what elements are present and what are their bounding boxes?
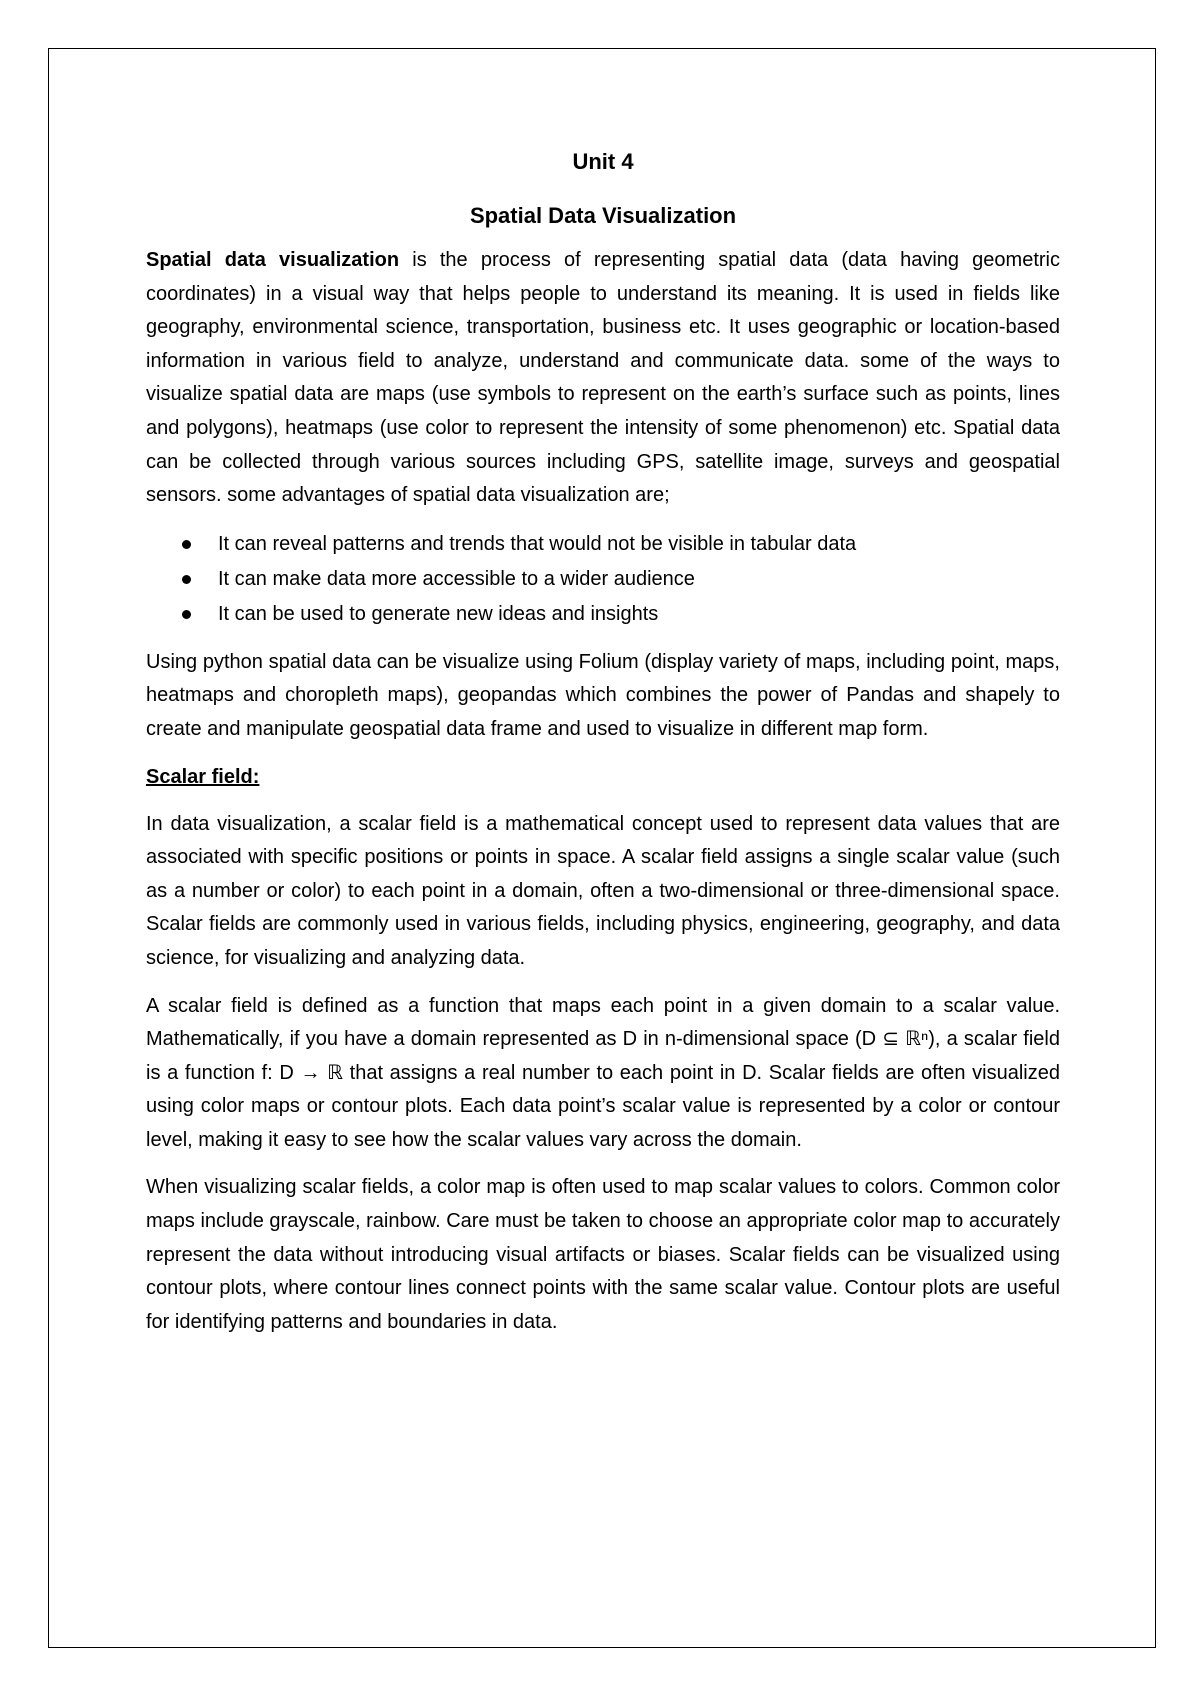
scalar-field-paragraph-1: In data visualization, a scalar field is a mathematical concept used to represent data values that are associated with specific positions or points in space. A scalar field assigns a single scalar value (such as a number or color) to each point in a domain, often a two-dimensional or three-dimensional space. Scalar fields are commonly used in various fields, including physics, engineering, geography, and data science, for visualizing and analyzing data. [146,812,1060,969]
intro-text: is the process of representing spatial data (data having geometric coordinates) in a visual way that helps people to understand its meaning. It is used in fields like geography, environmental science, transportation, business etc. It uses geographic or location-based information in various field to analyze, understand and communicate data. some of the ways to visualize spatial data are maps (use symbols to represent on the earth’s surface such as points, lines and polygons), heatmaps (use color to represent the intensity of some phenomenon) etc. Spatial data can be collected through various sources including GPS, satellite image, surveys and geospatial sensors. some advantages of spatial data visualization are; [146,249,1060,507]
intro-bold-term: Spatial data visualization [146,249,400,271]
list-item-text: It can be used to generate new ideas and insights [218,602,659,625]
unit-title: Unit 4 [572,149,634,174]
list-item [218,562,1060,597]
list-item-text: It can reveal patterns and trends that would not be visible in tabular data [218,532,857,555]
bullet-icon [182,610,191,619]
advantages-list [146,527,1060,632]
list-item-text: It can make data more accessible to a wider audience [218,567,695,590]
document-title: Spatial Data Visualization [469,203,737,228]
python-paragraph: Using python spatial data can be visualize using Folium (display variety of maps, including point, maps, heatmaps and choropleth maps), geopandas which combines the power of Pandas and shapely to create and manipulate geospatial data frame and used to visualize in different map form. [146,650,1060,740]
scalar-field-paragraph-3: When visualizing scalar fields, a color map is often used to map scalar values to colors. Common color maps include grayscale, rainbow. Care must be taken to choose an appropriate color map to accurately represent the data without introducing visual artifacts or biases. Scalar fields can be visualized using contour plots, where contour lines connect points with the same scalar value. Contour plots are useful for identifying patterns and boundaries in data. [146,1176,1060,1333]
list-item [218,527,1060,562]
scalar-field-heading: Scalar field: [146,765,260,788]
list-item [218,597,1060,632]
scalar-field-paragraph-2: A scalar field is defined as a function that maps each point in a given domain to a scalar value. Mathematically, if you have a domain represented as D in n-dimensional space (D ⊆ ℝⁿ), a scalar field is a function f: D → ℝ that assigns a real number to each point in D. Scalar fields are often visualized using color maps or contour plots. Each data point’s scalar value is represented by a color or contour level, making it easy to see how the scalar values vary across the domain. [146,994,1060,1151]
document-body [146,146,1060,1353]
bullet-icon [182,575,191,584]
intro-paragraph [146,244,1060,513]
bullet-icon [182,540,191,549]
